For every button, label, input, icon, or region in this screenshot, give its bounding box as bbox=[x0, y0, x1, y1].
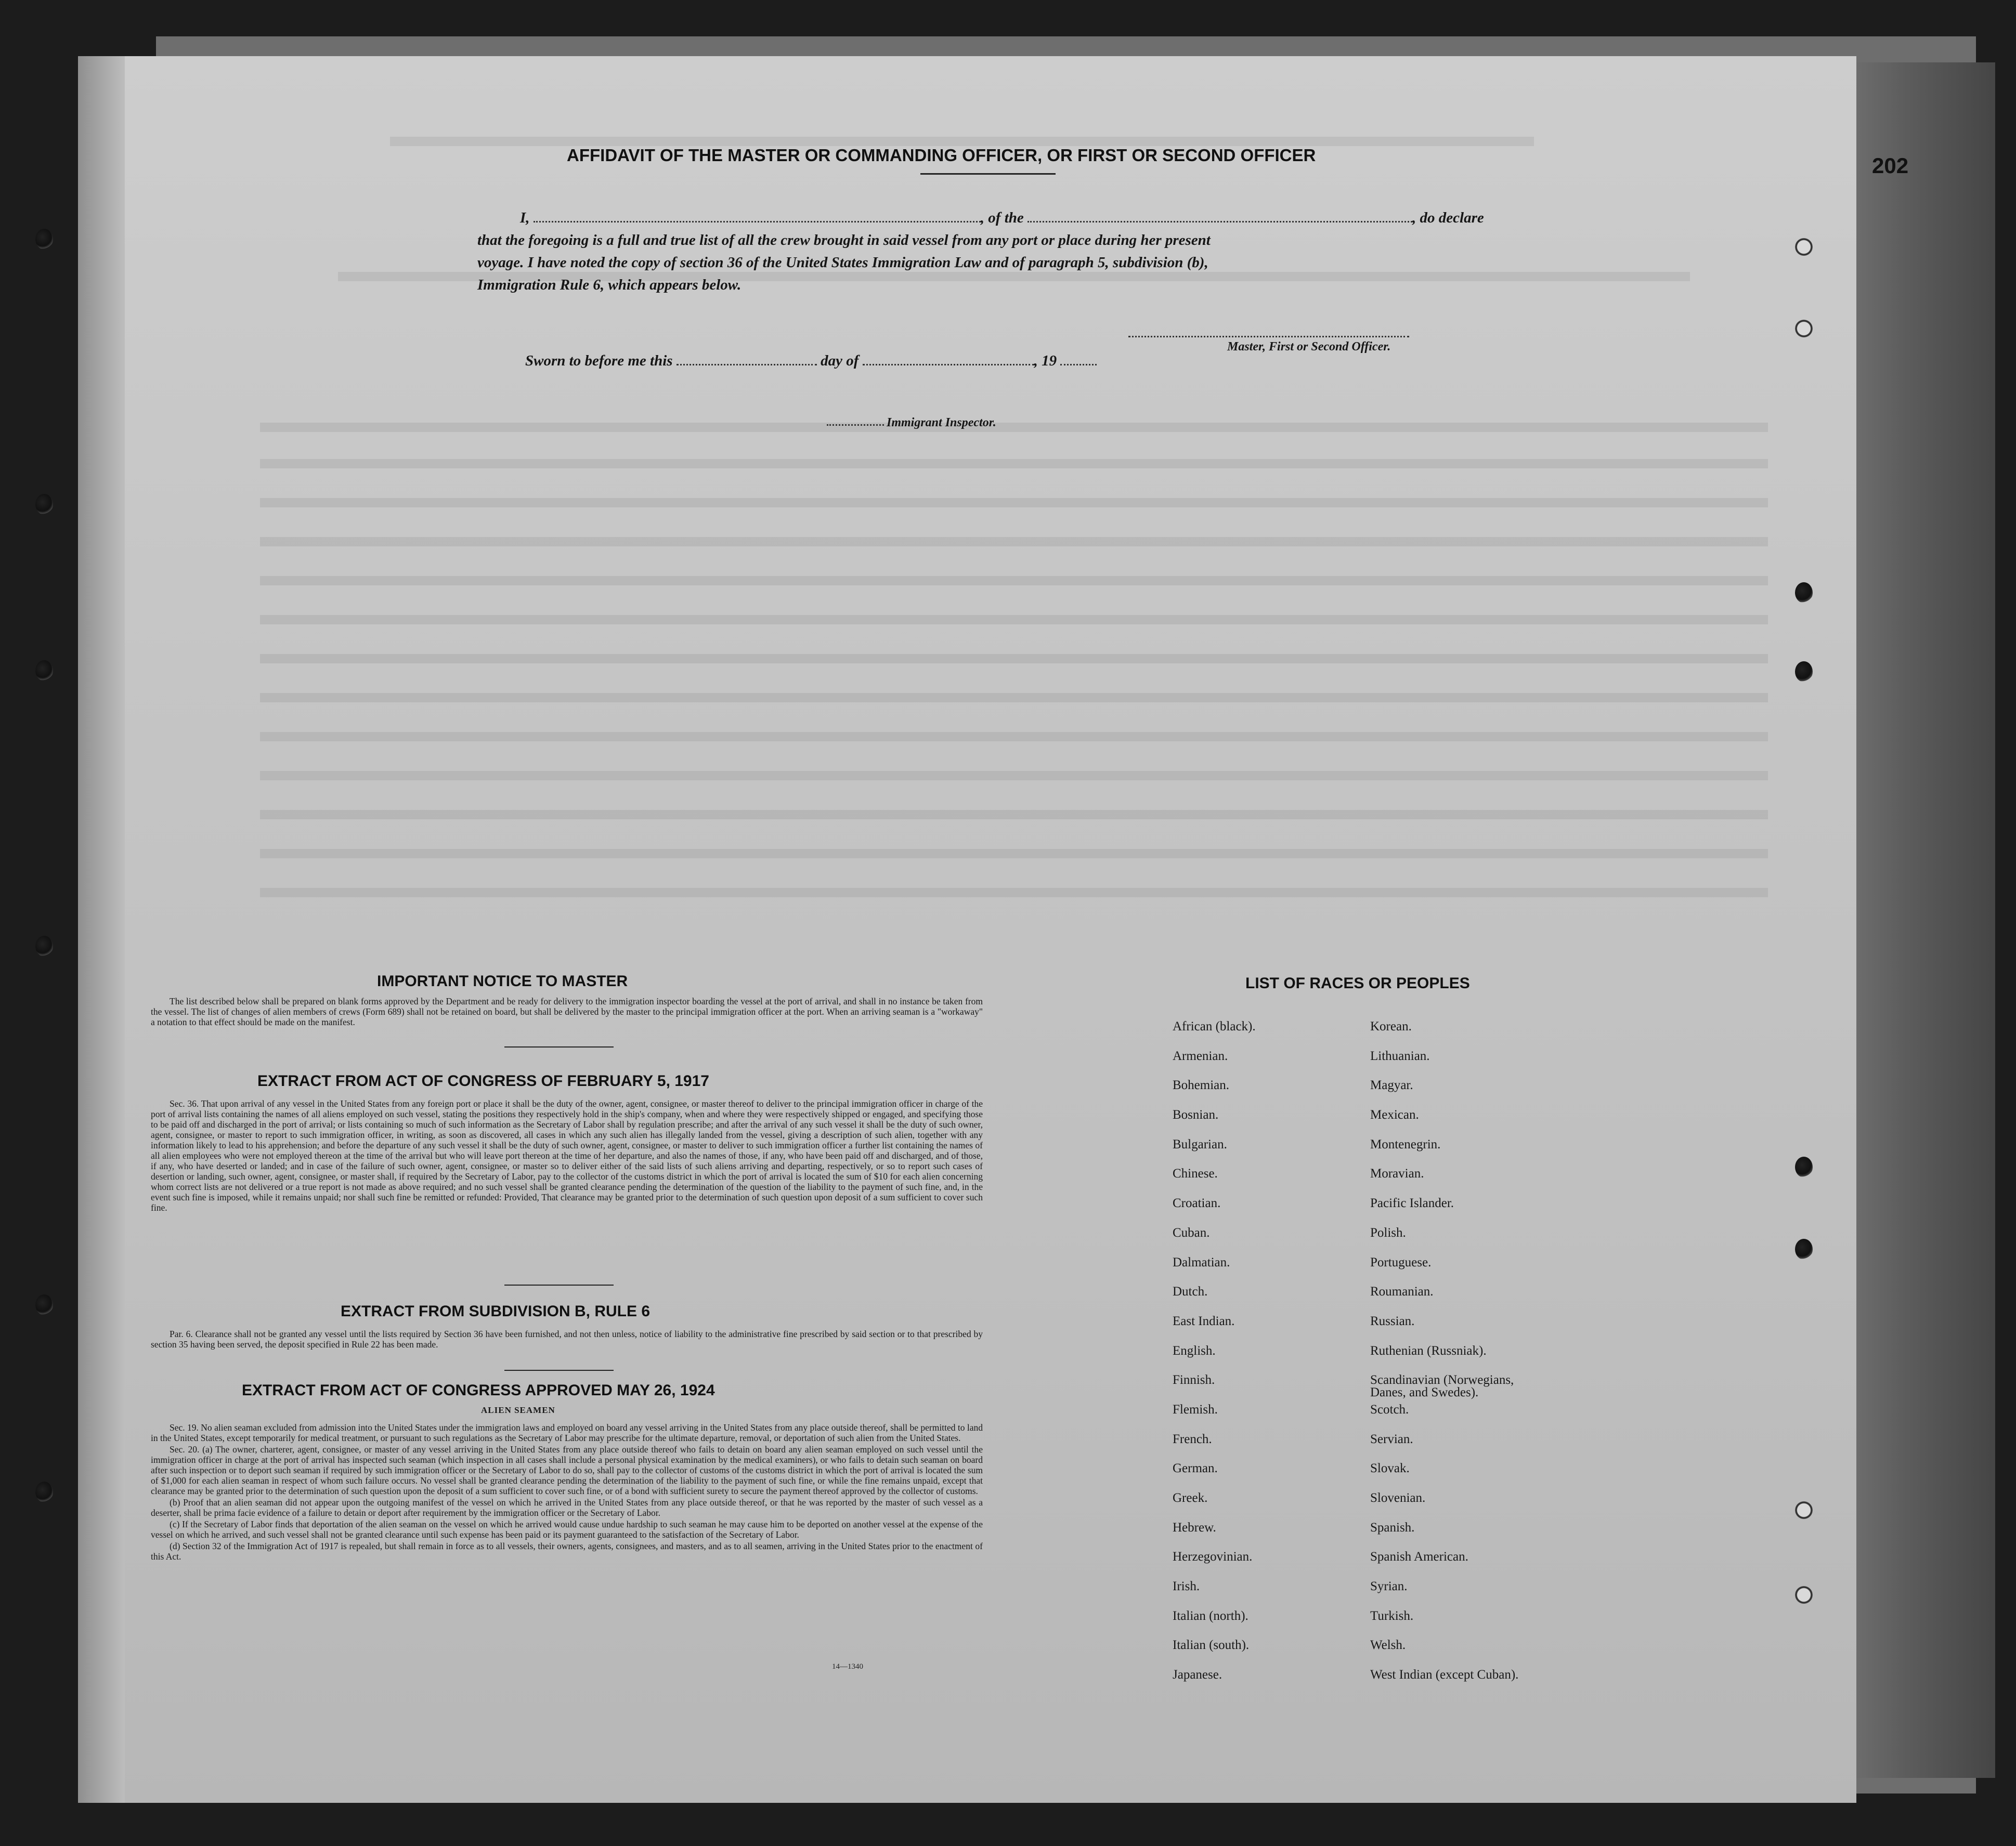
race-item: Croatian. bbox=[1173, 1196, 1221, 1211]
alien-seamen-subtitle: ALIEN SEAMEN bbox=[481, 1405, 555, 1415]
page-number: 202 bbox=[1872, 153, 1909, 178]
race-item: Dalmatian. bbox=[1173, 1255, 1230, 1269]
bleed-through-line bbox=[260, 537, 1768, 546]
race-item: Armenian. bbox=[1173, 1049, 1228, 1063]
section-20d-paragraph: (d) Section 32 of the Immigration Act of 1917 is repealed, but shall remain in force as to all vessels, their owners, agents, consignees, and masters, and as to all seamen, arriving in the United States prior to the enactment of this Act. bbox=[151, 1541, 983, 1562]
sworn-year-blank bbox=[1060, 355, 1097, 365]
section-20b-paragraph: (b) Proof that an alien seaman did not appear upon the outgoing manifest of the vessel on which he arrived in the United States from any place outside thereof, or that he was reported by the master of such vessel as a deserter, shall be prima facie evidence of a failure to detain or deport after requirement by the immigration officer or the Secretary of Labor. bbox=[151, 1497, 983, 1518]
extract-rule6-divider bbox=[504, 1370, 614, 1371]
declaration-line-1 bbox=[520, 210, 1484, 227]
race-item: Scandinavian (Norwegians, Danes, and Swedes). bbox=[1370, 1373, 1514, 1400]
section-20c-paragraph: (c) If the Secretary of Labor finds that deportation of the alien seaman on the vessel on which he arrived would cause undue hardship to such seaman he may cause him to be deported on another vessel at the expense of the vessel on which he arrived, and such vessel shall not be granted clearance until such expense has been paid or its payment guaranteed to the satisfaction of the Secretary of Labor. bbox=[151, 1519, 983, 1540]
binder-hole bbox=[1795, 237, 1813, 257]
race-item: Japanese. bbox=[1173, 1668, 1222, 1682]
notice-text bbox=[151, 996, 983, 1028]
section-20a-paragraph: Sec. 20. (a) The owner, charterer, agent, consignee, or master of any vessel arriving in the United States from any place outside thereof who fails to detain on board any alien seaman employed on such vessel until the immigration officer in charge at the port of arrival has inspected such seaman (which inspection in all cases shall include a personal physical examination by the medical examiners), or who fails to detain such seaman on board after such inspection or to deport such seaman if required by such immigration officer or the Secretary of Labor to do so, shall pay to the collector of customs of the customs district in which the port of arrival is located the sum of $1,000 for each alien seaman in respect of whom such failure occurs. No vessel shall be granted clearance pending the determination of the liability to the payment of such fine, or while the fine remains unpaid, except that clearance may be granted prior to the determination of such question upon the deposit of a sum sufficient to cover such fine, or of a bond with sufficient surety to secure the payment thereof approved by the collector of customs. bbox=[151, 1444, 983, 1496]
binder-hole bbox=[1795, 318, 1813, 339]
race-item: Finnish. bbox=[1173, 1373, 1215, 1387]
race-item: Roumanian. bbox=[1370, 1285, 1434, 1299]
extract-1917-divider bbox=[504, 1285, 614, 1286]
race-item: Portuguese. bbox=[1370, 1255, 1432, 1269]
vessel-blank bbox=[1027, 212, 1412, 222]
bleed-through-line bbox=[260, 810, 1768, 819]
race-item: Irish. bbox=[1173, 1579, 1200, 1594]
notice-divider bbox=[504, 1046, 614, 1048]
race-item: Welsh. bbox=[1370, 1638, 1406, 1653]
binder-hole bbox=[1795, 661, 1813, 682]
binder-hole bbox=[1795, 582, 1813, 603]
inspector-blank bbox=[827, 415, 884, 426]
binder-hole bbox=[1795, 1585, 1813, 1605]
bleed-through-line bbox=[260, 771, 1768, 780]
binder-hole bbox=[35, 229, 53, 250]
binder-hole bbox=[35, 494, 53, 515]
race-item: Servian. bbox=[1370, 1432, 1413, 1446]
race-item: Flemish. bbox=[1173, 1402, 1218, 1417]
extract-rule6-text bbox=[151, 1329, 983, 1351]
race-item: East Indian. bbox=[1173, 1314, 1235, 1328]
race-item: Slovenian. bbox=[1370, 1491, 1426, 1505]
sworn-day-blank bbox=[677, 355, 817, 365]
race-item: African (black). bbox=[1173, 1019, 1256, 1033]
race-item: Greek. bbox=[1173, 1491, 1208, 1505]
race-item: Hebrew. bbox=[1173, 1520, 1216, 1535]
race-item: Bohemian. bbox=[1173, 1078, 1230, 1093]
binder-hole bbox=[1795, 1239, 1813, 1260]
bleed-through-line bbox=[260, 693, 1768, 702]
binder-hole bbox=[1795, 1157, 1813, 1177]
notice-paragraph: The list described below shall be prepared on blank forms approved by the Department and be ready for delivery to the immigration inspector boarding the vessel at the port of arrival, and shall in no instance be taken from the vessel. The list of changes of alien members of crews (Form 689) shall not be retained on board, but shall be delivered by the master to the principal immigration officer at the port. When an arriving seaman is a "workaway" a notation to that effect should be made on the manifest. bbox=[151, 996, 983, 1027]
race-item: Magyar. bbox=[1370, 1078, 1413, 1093]
race-item: Korean. bbox=[1370, 1019, 1412, 1033]
races-list bbox=[1173, 1020, 1641, 1698]
race-item: Scotch. bbox=[1370, 1402, 1409, 1417]
declaration-line-3: voyage. I have noted the copy of section 36 of the United States Immigration Law and of paragraph 5, subdivision (b), bbox=[477, 254, 1208, 271]
bleed-through-line bbox=[260, 459, 1768, 468]
signature-label: Master, First or Second Officer. bbox=[1227, 340, 1391, 354]
declaration-line-4: Immigration Rule 6, which appears below. bbox=[477, 277, 742, 293]
signature-blank bbox=[1128, 326, 1409, 337]
bleed-through-line bbox=[260, 615, 1768, 624]
race-item: Italian (south). bbox=[1173, 1638, 1250, 1653]
bleed-through-line bbox=[260, 654, 1768, 663]
race-item: Bulgarian. bbox=[1173, 1137, 1227, 1151]
bleed-through-line bbox=[260, 498, 1768, 507]
declaration-i: I, bbox=[520, 210, 530, 226]
race-item: Montenegrin. bbox=[1370, 1137, 1441, 1151]
race-item: Chinese. bbox=[1173, 1167, 1218, 1181]
sworn-month-blank bbox=[863, 355, 1034, 365]
extract-1917-title: EXTRACT FROM ACT OF CONGRESS OF FEBRUARY 5, 1917 bbox=[257, 1072, 709, 1090]
declaration-of-the: , of the bbox=[980, 210, 1024, 226]
sworn-start: Sworn to before me this bbox=[525, 352, 673, 369]
bleed-through-line bbox=[390, 137, 1534, 146]
race-item: West Indian (except Cuban). bbox=[1370, 1668, 1519, 1682]
race-item: French. bbox=[1173, 1432, 1212, 1446]
binder-hole bbox=[35, 1482, 53, 1502]
race-item: Russian. bbox=[1370, 1314, 1415, 1328]
race-item: Polish. bbox=[1370, 1225, 1406, 1240]
race-item: Moravian. bbox=[1370, 1167, 1424, 1181]
race-item: Syrian. bbox=[1370, 1579, 1408, 1594]
race-item: Ruthenian (Russniak). bbox=[1370, 1343, 1487, 1358]
title-underline bbox=[920, 173, 1056, 175]
name-blank bbox=[534, 212, 981, 222]
race-item: Turkish. bbox=[1370, 1608, 1414, 1623]
races-title: LIST OF RACES OR PEOPLES bbox=[1245, 975, 1470, 992]
extract-1924-text bbox=[151, 1422, 983, 1563]
declaration-do-declare: , do declare bbox=[1412, 210, 1484, 226]
extract-rule6-title: EXTRACT FROM SUBDIVISION B, RULE 6 bbox=[341, 1303, 651, 1320]
race-item: Bosnian. bbox=[1173, 1108, 1219, 1122]
affidavit-title: AFFIDAVIT OF THE MASTER OR COMMANDING OFFICER, OR FIRST OR SECOND OFFICER bbox=[567, 146, 1316, 165]
race-item: English. bbox=[1173, 1343, 1216, 1358]
race-item: German. bbox=[1173, 1461, 1218, 1476]
binder-hole bbox=[1795, 1500, 1813, 1521]
race-item: Spanish. bbox=[1370, 1520, 1415, 1535]
bleed-through-line bbox=[260, 423, 1768, 432]
notice-title: IMPORTANT NOTICE TO MASTER bbox=[377, 973, 628, 990]
binding-edge bbox=[78, 56, 125, 1803]
binder-hole bbox=[35, 660, 53, 681]
bleed-through-line bbox=[260, 849, 1768, 858]
inspector-label: Immigrant Inspector. bbox=[887, 416, 996, 429]
extract-1924-title: EXTRACT FROM ACT OF CONGRESS APPROVED MAY 26, 1924 bbox=[242, 1382, 715, 1399]
race-item: Slovak. bbox=[1370, 1461, 1410, 1476]
extract-1917-text bbox=[151, 1098, 983, 1214]
race-item: Italian (north). bbox=[1173, 1608, 1248, 1623]
bleed-through-line bbox=[260, 732, 1768, 741]
sworn-line bbox=[525, 352, 1097, 370]
race-item: Pacific Islander. bbox=[1370, 1196, 1454, 1211]
affidavit-sheet bbox=[78, 56, 1856, 1803]
race-item: Mexican. bbox=[1370, 1108, 1419, 1122]
race-item: Herzegovinian. bbox=[1173, 1550, 1253, 1564]
sworn-day-of: day of bbox=[821, 352, 859, 369]
race-item: Dutch. bbox=[1173, 1285, 1208, 1299]
paragraph-6: Par. 6. Clearance shall not be granted any vessel until the lists required by Section 36 have been furnished, and not then unless, notice of liability to the administrative fine prescribed by said section or to that prescribed by section 35 having been served, the deposit specified in Rule 22 has been made. bbox=[151, 1329, 983, 1350]
race-item: Cuban. bbox=[1173, 1225, 1210, 1240]
bleed-through-line bbox=[260, 576, 1768, 585]
bleed-through-line bbox=[260, 888, 1768, 897]
race-item: Lithuanian. bbox=[1370, 1049, 1430, 1063]
section-19-paragraph: Sec. 19. No alien seaman excluded from admission into the United States under the immigration laws and employed on board any vessel arriving in the United States from any place outside thereof, shall be permitted to land in the United States, except temporarily for medical treatment, or pursuant to such regulations as the Secretary of Labor may prescribe for the ultimate departure, removal, or deportation of such alien from the United States. bbox=[151, 1422, 983, 1443]
race-item: Spanish American. bbox=[1370, 1550, 1468, 1564]
binder-hole bbox=[35, 1294, 53, 1315]
binder-hole bbox=[35, 936, 53, 957]
form-code: 14—1340 bbox=[832, 1662, 863, 1671]
sworn-year-prefix: , 19 bbox=[1034, 352, 1057, 369]
section-36-paragraph: Sec. 36. That upon arrival of any vessel in the United States from any foreign port or place it shall be the duty of the owner, agent, consignee, or master thereof to deliver to the principal immigration officer in charge of the port of arrival lists containing the names of all aliens employed on such vessel, stating the positions they respectively hold in the ship's company, when and where they were respectively shipped or engaged, and specifying those to be paid off and discharged in the port of arrival; or lists containing so much of such information as the Secretary of Labor shall by regulation prescribe; and after the arrival of any such vessel it shall be the duty of such owner, agent, consignee, or master to report to such immigration officer, in writing, as soon as discovered, all cases in which any such alien has illegally landed from the vessel, giving a description of such alien, together with any information likely to lead to his apprehension; and before the departure of any such vessel it shall be the duty of such owner, agent, consignee, or master to deliver to such immigration officer a further list containing the names of all alien employees who were not employed thereon at the time of the arrival but who will leave port thereon at the time of her departure, and also the names of those, if any, who have been paid off and discharged, and of those, if any, who have deserted or landed; and in case of the failure of such owner, agent, consignee, or master so to deliver either of the said lists of such aliens arriving and departing, respectively, or so to report such cases of desertion or landing, such owner, agent, consignee, or master shall, if required by the Secretary of Labor, pay to the collector of the customs district in which the port of arrival is located the sum of $10 for each alien concerning whom correct lists are not delivered or a true report is not made as above required; and no such vessel shall be granted clearance pending the determination of the question of the liability to the payment of such fine, and, in the event such fine is imposed, while it remains unpaid; nor shall such fine be remitted or refunded: Provided, That clearance may be granted prior to the determination of such question upon deposit of a sum sufficient to cover such fine. bbox=[151, 1098, 983, 1213]
declaration-line-2: that the foregoing is a full and true list of all the crew brought in said vessel from any port or place during her present bbox=[477, 232, 1211, 248]
